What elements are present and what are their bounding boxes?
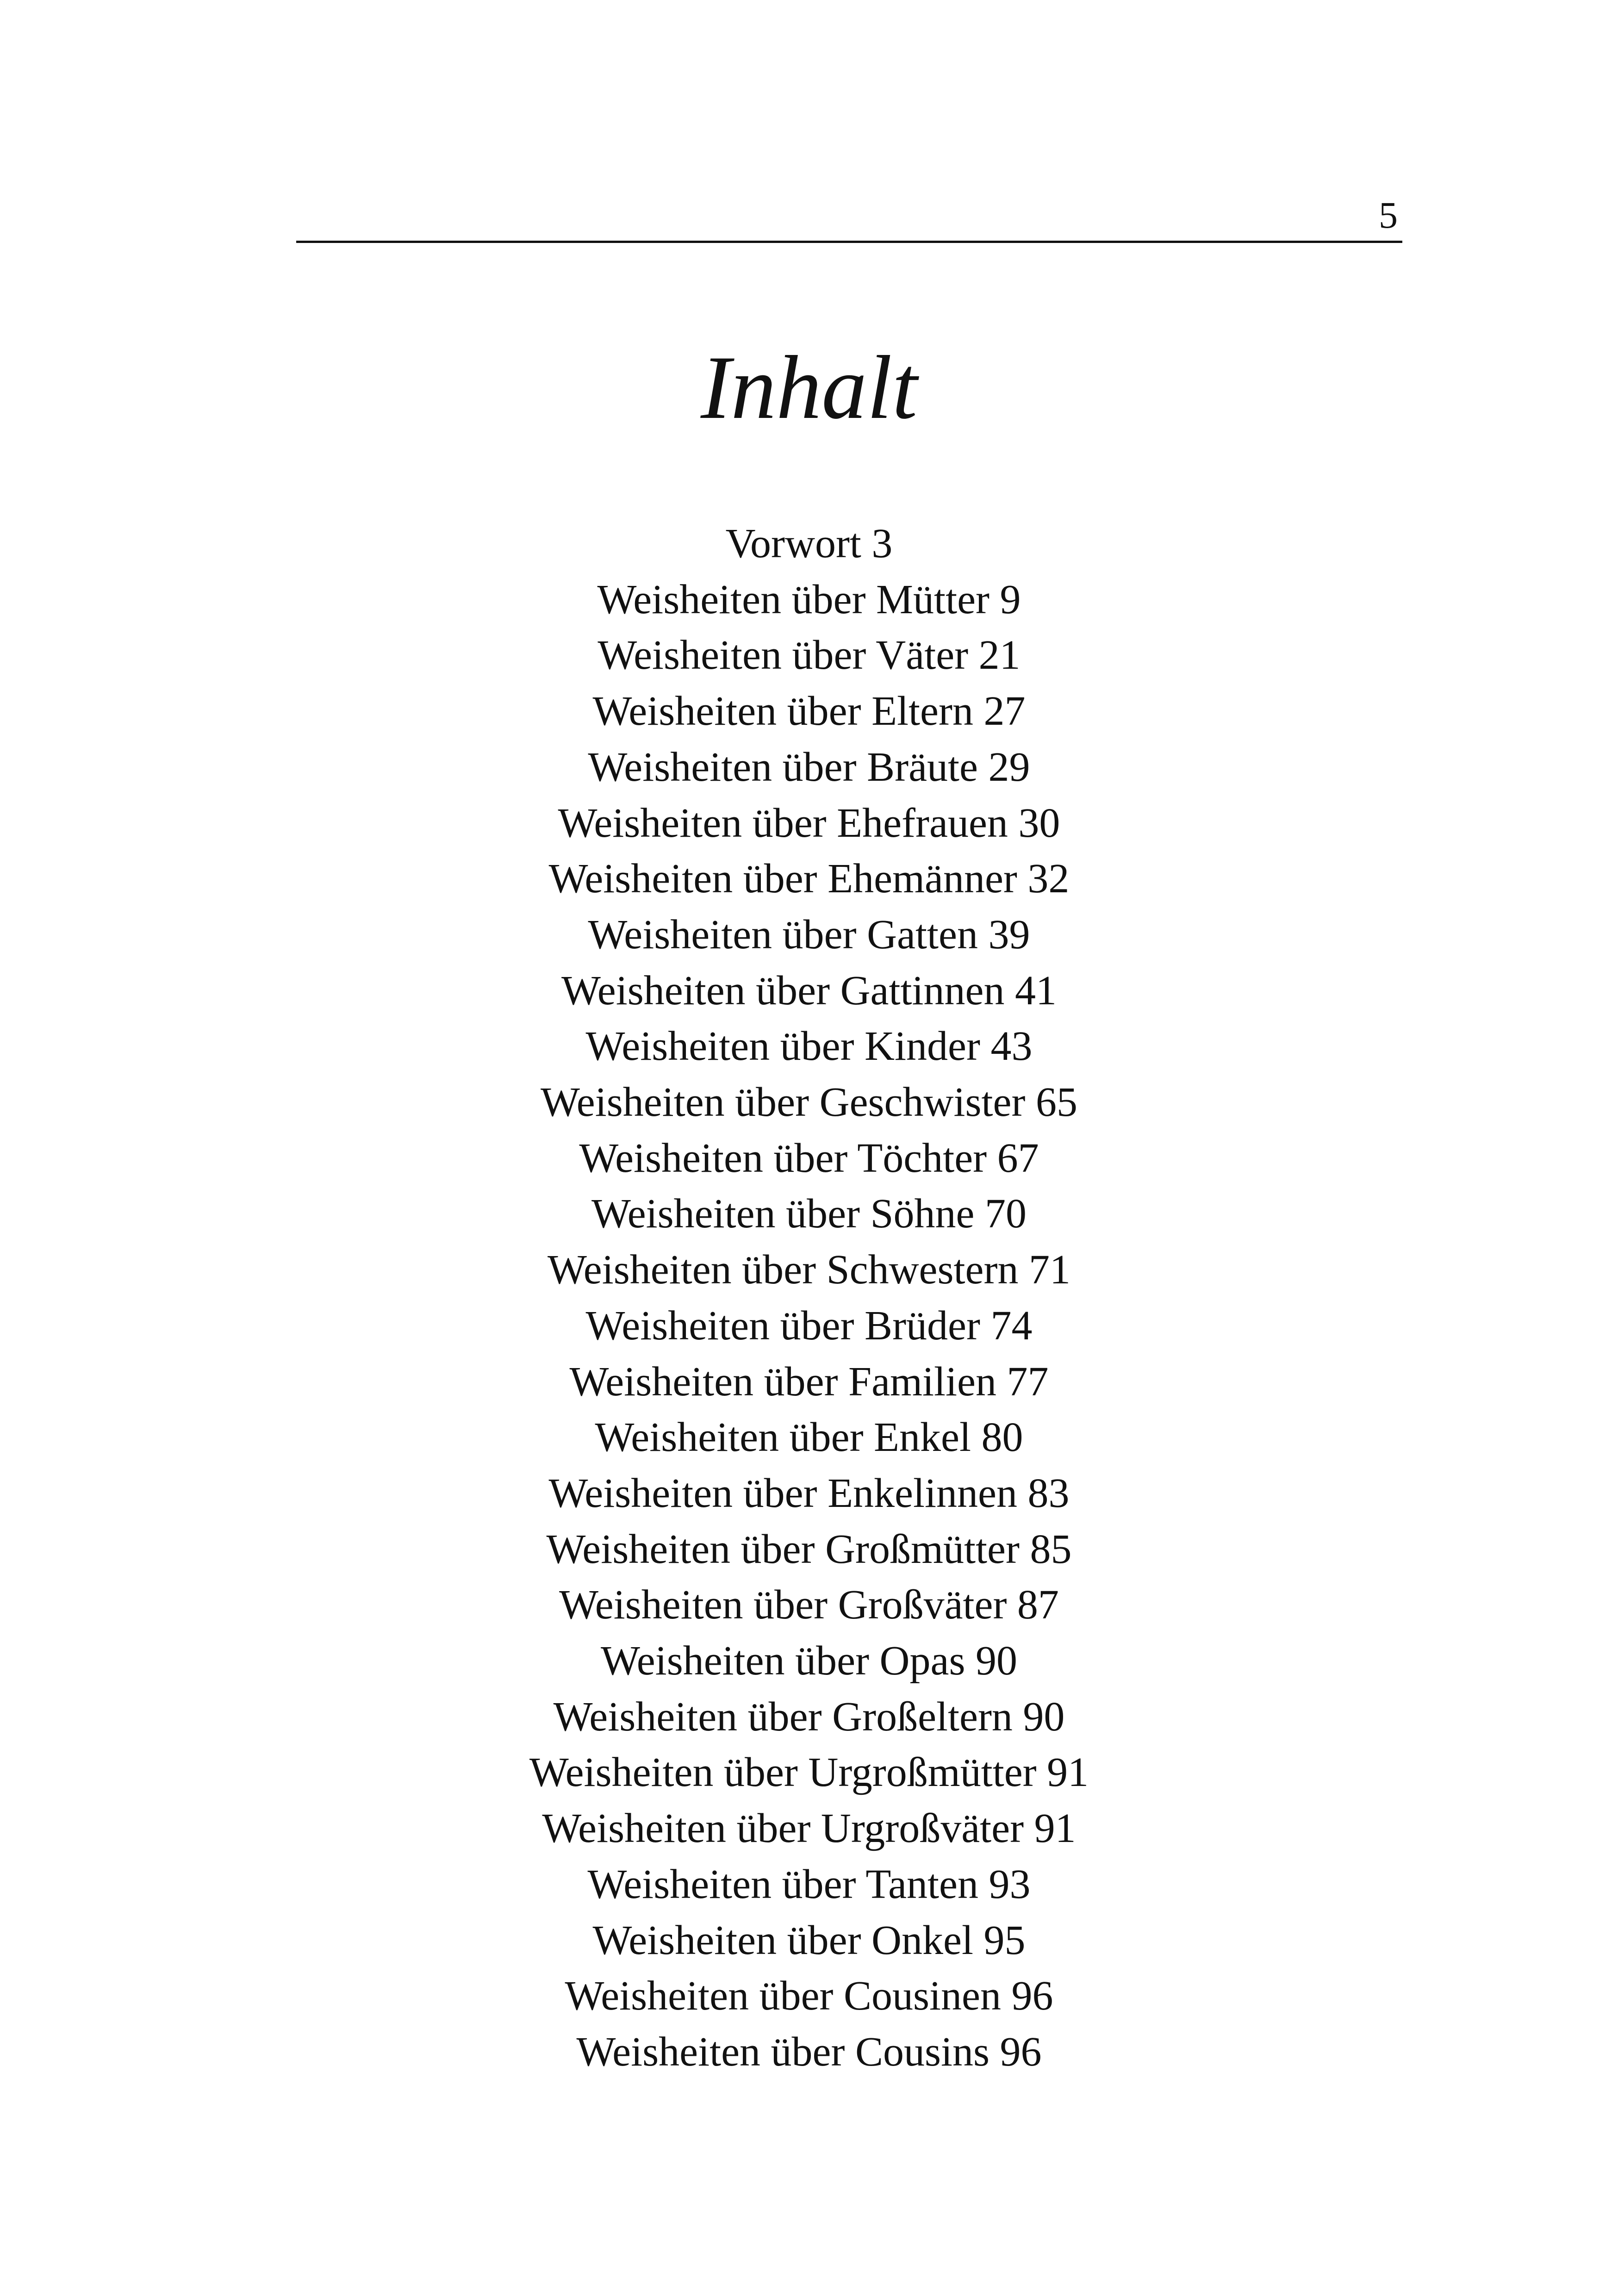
toc-entry: Weisheiten über Enkel 80 [595,1414,1023,1461]
page-title: Inhalt [700,337,918,438]
toc-entry: Weisheiten über Onkel 95 [592,1917,1026,1963]
toc-entry: Weisheiten über Eltern 27 [592,688,1026,734]
toc-entry: Weisheiten über Kinder 43 [585,1023,1033,1070]
toc-entry: Weisheiten über Söhne 70 [591,1191,1027,1237]
toc-entry: Weisheiten über Großväter 87 [559,1582,1059,1628]
toc-entry: Weisheiten über Brüder 74 [585,1302,1033,1349]
toc-entry: Weisheiten über Töchter 67 [579,1135,1039,1181]
toc-entry: Weisheiten über Großmütter 85 [546,1526,1072,1572]
toc-entry: Weisheiten über Bräute 29 [588,744,1030,790]
page-number: 5 [1379,194,1398,236]
toc-entry: Weisheiten über Tanten 93 [587,1861,1031,1907]
toc-entry: Weisheiten über Urgroßmütter 91 [529,1749,1089,1796]
toc-entry: Weisheiten über Urgroßväter 91 [542,1805,1076,1852]
toc-entry: Weisheiten über Väter 21 [597,632,1021,678]
toc-entry: Weisheiten über Geschwister 65 [541,1079,1077,1126]
toc-entry: Vorwort 3 [725,521,893,566]
toc-entry: Weisheiten über Enkelinnen 83 [548,1470,1070,1516]
toc-entry: Weisheiten über Opas 90 [601,1638,1017,1684]
toc-entry: Weisheiten über Großeltern 90 [553,1693,1065,1740]
toc-entry: Weisheiten über Cousinen 96 [565,1973,1053,2019]
toc-entry: Weisheiten über Gatten 39 [588,911,1030,958]
toc-entry: Weisheiten über Schwestern 71 [548,1247,1070,1293]
toc-entry: Weisheiten über Mütter 9 [597,576,1021,622]
table-of-contents [0,516,1618,2080]
toc-entry: Weisheiten über Gattinnen 41 [561,967,1057,1014]
toc-entry: Weisheiten über Cousins 96 [576,2028,1042,2075]
toc-entry: Weisheiten über Familien 77 [569,1358,1049,1405]
toc-entry: Weisheiten über Ehefrauen 30 [558,800,1060,846]
page-header [296,176,1402,243]
toc-entry: Weisheiten über Ehemänner 32 [548,856,1070,902]
